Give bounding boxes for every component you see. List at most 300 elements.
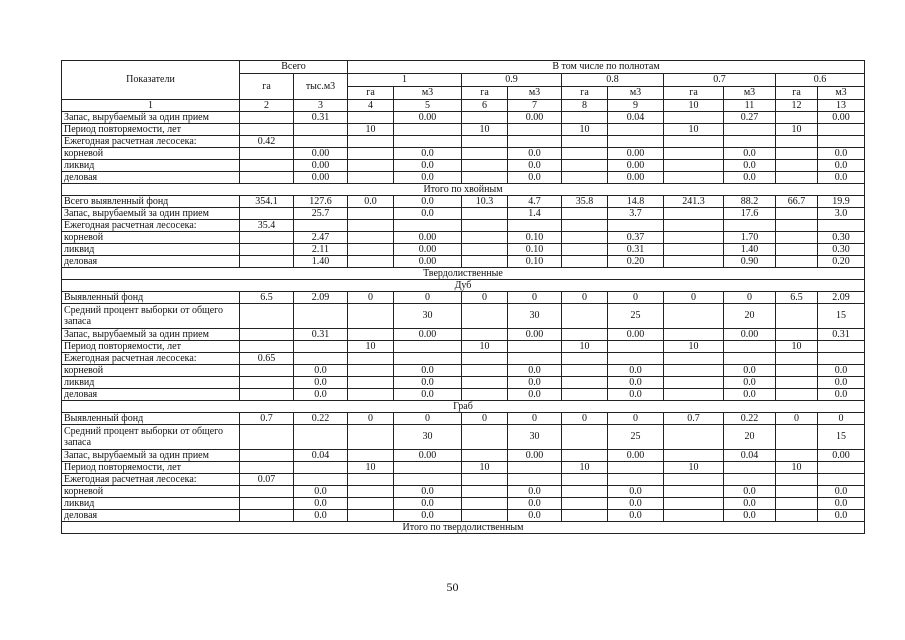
table-cell: 0.0 (724, 389, 776, 401)
table-cell: 0.00 (394, 232, 462, 244)
table-cell (776, 389, 818, 401)
table-cell (776, 486, 818, 498)
table-cell (394, 353, 462, 365)
table-cell (818, 124, 865, 136)
section-title: Итого по твердолиственным (62, 522, 865, 534)
table-cell: 0 (562, 413, 608, 425)
row-label: Выявленный фонд (62, 413, 240, 425)
table-cell (664, 304, 724, 329)
table-cell: 0.0 (818, 498, 865, 510)
table-cell: 0 (776, 413, 818, 425)
table-cell: 0.0 (608, 377, 664, 389)
table-cell (348, 353, 394, 365)
table-cell (664, 486, 724, 498)
table-cell (348, 498, 394, 510)
table-cell: 0.0 (394, 389, 462, 401)
table-cell (724, 474, 776, 486)
table-row (62, 256, 865, 268)
table-row (62, 450, 865, 462)
table-cell (664, 256, 724, 268)
table-cell: 127.6 (294, 196, 348, 208)
table-cell (724, 220, 776, 232)
table-cell (240, 510, 294, 522)
table-cell (664, 329, 724, 341)
column-number: 12 (776, 100, 818, 112)
table-cell: 0.00 (608, 329, 664, 341)
table-row (62, 341, 865, 353)
table-cell (562, 498, 608, 510)
section-row (62, 268, 865, 280)
row-label: корневой (62, 365, 240, 377)
table-row (62, 124, 865, 136)
table-cell (462, 510, 508, 522)
section-row (62, 280, 865, 292)
unit-ha: га (462, 87, 508, 100)
table-cell (394, 124, 462, 136)
table-cell (294, 425, 348, 450)
table-cell: 10 (664, 462, 724, 474)
table-cell: 0 (462, 292, 508, 304)
table-cell (664, 365, 724, 377)
table-cell: 0.0 (394, 160, 462, 172)
table-cell: 0.0 (608, 365, 664, 377)
table-row (62, 389, 865, 401)
table-cell: 10.3 (462, 196, 508, 208)
column-number: 5 (394, 100, 462, 112)
row-label: корневой (62, 232, 240, 244)
table-cell: 0.10 (508, 256, 562, 268)
row-label: деловая (62, 172, 240, 184)
total-header: Всего (240, 61, 348, 74)
table-cell: 0.00 (818, 450, 865, 462)
table-cell (562, 425, 608, 450)
table-cell: 0.0 (294, 377, 348, 389)
table-cell: 6.5 (240, 292, 294, 304)
table-row (62, 498, 865, 510)
table-cell (462, 256, 508, 268)
unit-m3: м3 (818, 87, 865, 100)
table-cell: 0.0 (724, 365, 776, 377)
table-cell (348, 377, 394, 389)
table-cell (776, 112, 818, 124)
table-cell: 0.0 (294, 510, 348, 522)
table-cell (776, 220, 818, 232)
table-cell (462, 232, 508, 244)
table-cell (776, 474, 818, 486)
table-row (62, 244, 865, 256)
table-cell (562, 450, 608, 462)
table-cell: 0.0 (818, 365, 865, 377)
table-cell (462, 353, 508, 365)
table-cell: 0.0 (394, 208, 462, 220)
table-cell (664, 389, 724, 401)
table-cell: 0.0 (818, 389, 865, 401)
table-cell (348, 244, 394, 256)
table-cell (508, 341, 562, 353)
table-cell (664, 232, 724, 244)
table-cell: 0.0 (724, 486, 776, 498)
page-number: 50 (446, 580, 459, 594)
table-cell (562, 232, 608, 244)
row-label: деловая (62, 510, 240, 522)
table-cell: 0.00 (508, 329, 562, 341)
table-cell: 0.0 (724, 498, 776, 510)
table-cell (608, 462, 664, 474)
table-cell (462, 498, 508, 510)
table-cell: 0.0 (608, 498, 664, 510)
row-label: ликвид (62, 244, 240, 256)
table-cell (394, 462, 462, 474)
table-cell: 0 (608, 292, 664, 304)
table-cell: 0.00 (818, 112, 865, 124)
table-cell (562, 510, 608, 522)
table-row (62, 377, 865, 389)
table-cell: 0.0 (818, 172, 865, 184)
table-cell: 10 (562, 341, 608, 353)
table-cell (608, 353, 664, 365)
table-cell: 1.40 (724, 244, 776, 256)
table-cell (294, 462, 348, 474)
table-cell: 0.31 (294, 329, 348, 341)
table-cell (240, 112, 294, 124)
table-cell: 30 (394, 425, 462, 450)
column-number: 11 (724, 100, 776, 112)
table-cell: 241.3 (664, 196, 724, 208)
table-cell: 6.5 (776, 292, 818, 304)
table-cell (240, 244, 294, 256)
density-header: 0.6 (776, 74, 865, 87)
row-label: Ежегодная расчетная лесосека: (62, 136, 240, 148)
column-number: 9 (608, 100, 664, 112)
table-cell: 0.0 (294, 498, 348, 510)
table-cell (462, 136, 508, 148)
table-cell (240, 148, 294, 160)
table-cell: 0.0 (508, 160, 562, 172)
table-cell (348, 389, 394, 401)
table-cell (294, 474, 348, 486)
table-cell (818, 474, 865, 486)
table-cell: 0.0 (608, 486, 664, 498)
table-cell (394, 220, 462, 232)
row-label: Средний процент выборки от общего запаса (62, 425, 240, 450)
table-cell (240, 232, 294, 244)
table-cell (348, 112, 394, 124)
table-cell (462, 220, 508, 232)
table-cell: 25.7 (294, 208, 348, 220)
density-header: 0.8 (562, 74, 664, 87)
table-cell: 0.07 (240, 474, 294, 486)
table-row (62, 329, 865, 341)
table-cell: 0 (348, 413, 394, 425)
table-cell (508, 462, 562, 474)
table-cell (562, 365, 608, 377)
table-cell (776, 160, 818, 172)
table-cell (462, 486, 508, 498)
table-cell (608, 136, 664, 148)
table-cell: 0.00 (394, 329, 462, 341)
row-label: Запас, вырубаемый за один прием (62, 208, 240, 220)
table-cell (240, 450, 294, 462)
table-cell (462, 365, 508, 377)
table-cell (294, 220, 348, 232)
table-cell: 0.00 (608, 450, 664, 462)
indicators-header: Показатели (62, 61, 240, 100)
column-number: 1 (62, 100, 240, 112)
table-cell: 0.0 (394, 365, 462, 377)
table-cell (348, 486, 394, 498)
table-cell: 0.0 (508, 498, 562, 510)
table-cell: 10 (348, 124, 394, 136)
table-cell: 15 (818, 304, 865, 329)
table-cell (724, 124, 776, 136)
table-cell (462, 389, 508, 401)
table-cell: 0.0 (818, 377, 865, 389)
table-cell: 0.04 (294, 450, 348, 462)
row-label: Ежегодная расчетная лесосека: (62, 353, 240, 365)
table-cell: 0.00 (608, 172, 664, 184)
header-row-1 (62, 61, 865, 74)
table-cell: 0.20 (818, 256, 865, 268)
table-cell (776, 136, 818, 148)
table-cell (664, 510, 724, 522)
column-number: 8 (562, 100, 608, 112)
table-cell (240, 160, 294, 172)
table-cell (240, 124, 294, 136)
table-cell (664, 160, 724, 172)
row-label: Ежегодная расчетная лесосека: (62, 474, 240, 486)
document-sheet (61, 60, 864, 534)
table-cell: 0.31 (818, 329, 865, 341)
table-cell (818, 341, 865, 353)
row-label: Запас, вырубаемый за один прием (62, 450, 240, 462)
table-cell (664, 220, 724, 232)
table-row (62, 365, 865, 377)
table-cell: 0 (562, 292, 608, 304)
table-cell: 1.40 (294, 256, 348, 268)
table-cell: 1.70 (724, 232, 776, 244)
table-cell: 0.0 (394, 510, 462, 522)
table-cell (294, 304, 348, 329)
table-cell: 0.0 (818, 510, 865, 522)
column-number: 6 (462, 100, 508, 112)
table-row (62, 353, 865, 365)
table-row (62, 112, 865, 124)
table-cell: 0.0 (294, 486, 348, 498)
table-row (62, 425, 865, 450)
table-cell (608, 220, 664, 232)
table-cell: 66.7 (776, 196, 818, 208)
table-cell (348, 220, 394, 232)
table-cell: 35.4 (240, 220, 294, 232)
table-cell (240, 389, 294, 401)
table-cell: 0.0 (724, 160, 776, 172)
table-cell: 0.0 (508, 486, 562, 498)
table-cell: 0.65 (240, 353, 294, 365)
table-cell: 0.7 (664, 413, 724, 425)
table-cell (394, 474, 462, 486)
column-number: 4 (348, 100, 394, 112)
table-cell (240, 462, 294, 474)
table-cell: 2.47 (294, 232, 348, 244)
table-cell (348, 510, 394, 522)
unit-m3: м3 (508, 87, 562, 100)
table-cell: 0.00 (394, 112, 462, 124)
table-cell: 0.0 (608, 389, 664, 401)
table-cell (394, 341, 462, 353)
table-cell (562, 256, 608, 268)
column-number: 7 (508, 100, 562, 112)
table-cell: 0.00 (508, 450, 562, 462)
table-row (62, 220, 865, 232)
table-cell: 0.00 (608, 148, 664, 160)
table-cell: 19.9 (818, 196, 865, 208)
density-header: 0.7 (664, 74, 776, 87)
table-row (62, 136, 865, 148)
table-cell: 0.0 (394, 498, 462, 510)
table-cell: 4.7 (508, 196, 562, 208)
table-cell: 0.00 (294, 148, 348, 160)
row-label: корневой (62, 486, 240, 498)
table-cell (562, 304, 608, 329)
density-group-header: В том числе по полнотам (348, 61, 865, 74)
table-cell: 30 (394, 304, 462, 329)
table-cell (462, 425, 508, 450)
table-cell: 0.0 (608, 510, 664, 522)
table-cell: 0.0 (294, 365, 348, 377)
table-cell (348, 256, 394, 268)
table-cell: 0 (664, 292, 724, 304)
table-cell: 25 (608, 425, 664, 450)
row-label: Запас, вырубаемый за один прием (62, 112, 240, 124)
table-cell (240, 365, 294, 377)
table-cell: 10 (664, 341, 724, 353)
row-label: Выявленный фонд (62, 292, 240, 304)
table-cell: 0 (462, 413, 508, 425)
table-row (62, 304, 865, 329)
table-cell: 0.00 (294, 160, 348, 172)
table-cell: 0.04 (724, 450, 776, 462)
table-cell (608, 341, 664, 353)
table-cell (508, 136, 562, 148)
section-title: Граб (62, 401, 865, 413)
table-cell (462, 450, 508, 462)
table-cell: 1.4 (508, 208, 562, 220)
table-cell (818, 353, 865, 365)
table-cell: 0.20 (608, 256, 664, 268)
table-cell (348, 304, 394, 329)
section-row (62, 184, 865, 196)
table-body (62, 112, 865, 534)
table-cell (562, 329, 608, 341)
table-cell (562, 208, 608, 220)
table-cell: 0 (508, 292, 562, 304)
unit-ha: га (776, 87, 818, 100)
table-cell (562, 244, 608, 256)
table-cell (348, 148, 394, 160)
table-cell (818, 462, 865, 474)
table-cell (664, 172, 724, 184)
table-cell (462, 148, 508, 160)
table-cell: 0 (608, 413, 664, 425)
table-row (62, 160, 865, 172)
table-cell (294, 353, 348, 365)
table-cell (776, 172, 818, 184)
table-cell: 10 (462, 462, 508, 474)
table-cell (240, 341, 294, 353)
table-cell: 0.27 (724, 112, 776, 124)
table-cell: 0.0 (394, 196, 462, 208)
column-number: 10 (664, 100, 724, 112)
table-cell: 0.0 (724, 148, 776, 160)
table-row (62, 413, 865, 425)
table-cell: 0 (394, 413, 462, 425)
table-cell: 0.00 (724, 329, 776, 341)
table-cell: 15 (818, 425, 865, 450)
table-cell: 10 (562, 462, 608, 474)
column-number: 3 (294, 100, 348, 112)
table-cell (608, 124, 664, 136)
table-cell: 10 (348, 462, 394, 474)
table-row (62, 148, 865, 160)
table-cell (664, 112, 724, 124)
row-label: ликвид (62, 377, 240, 389)
table-cell (562, 112, 608, 124)
table-cell: 0.00 (394, 256, 462, 268)
table-cell (348, 136, 394, 148)
unit-m3: м3 (394, 87, 462, 100)
table-cell: 10 (776, 124, 818, 136)
table-cell: 2.09 (294, 292, 348, 304)
table-cell (776, 498, 818, 510)
table-cell (462, 244, 508, 256)
unit-ha: га (348, 87, 394, 100)
table-row (62, 486, 865, 498)
total-volume-header: тыс.м3 (294, 74, 348, 100)
table-cell: 0.0 (294, 389, 348, 401)
table-cell (240, 172, 294, 184)
table-cell: 0.0 (724, 377, 776, 389)
table-cell: 0.22 (294, 413, 348, 425)
table-cell (348, 425, 394, 450)
table-cell: 0.0 (508, 148, 562, 160)
table-row (62, 474, 865, 486)
table-cell (562, 486, 608, 498)
table-cell: 0.31 (608, 244, 664, 256)
table-cell (562, 389, 608, 401)
table-cell: 10 (776, 341, 818, 353)
table-cell (508, 353, 562, 365)
table-cell: 0.0 (508, 365, 562, 377)
table-cell: 0.00 (294, 172, 348, 184)
unit-m3: м3 (724, 87, 776, 100)
column-number: 2 (240, 100, 294, 112)
table-cell: 0.00 (608, 160, 664, 172)
row-label: Ежегодная расчетная лесосека: (62, 220, 240, 232)
table-cell: 25 (608, 304, 664, 329)
table-cell (776, 510, 818, 522)
table-cell (776, 208, 818, 220)
table-cell (294, 124, 348, 136)
table-row (62, 172, 865, 184)
table-cell: 0.42 (240, 136, 294, 148)
table-cell: 0.0 (394, 486, 462, 498)
unit-ha: га (562, 87, 608, 100)
table-cell: 14.8 (608, 196, 664, 208)
table-cell: 10 (776, 462, 818, 474)
table-cell (240, 425, 294, 450)
table-cell (818, 136, 865, 148)
table-cell (562, 377, 608, 389)
